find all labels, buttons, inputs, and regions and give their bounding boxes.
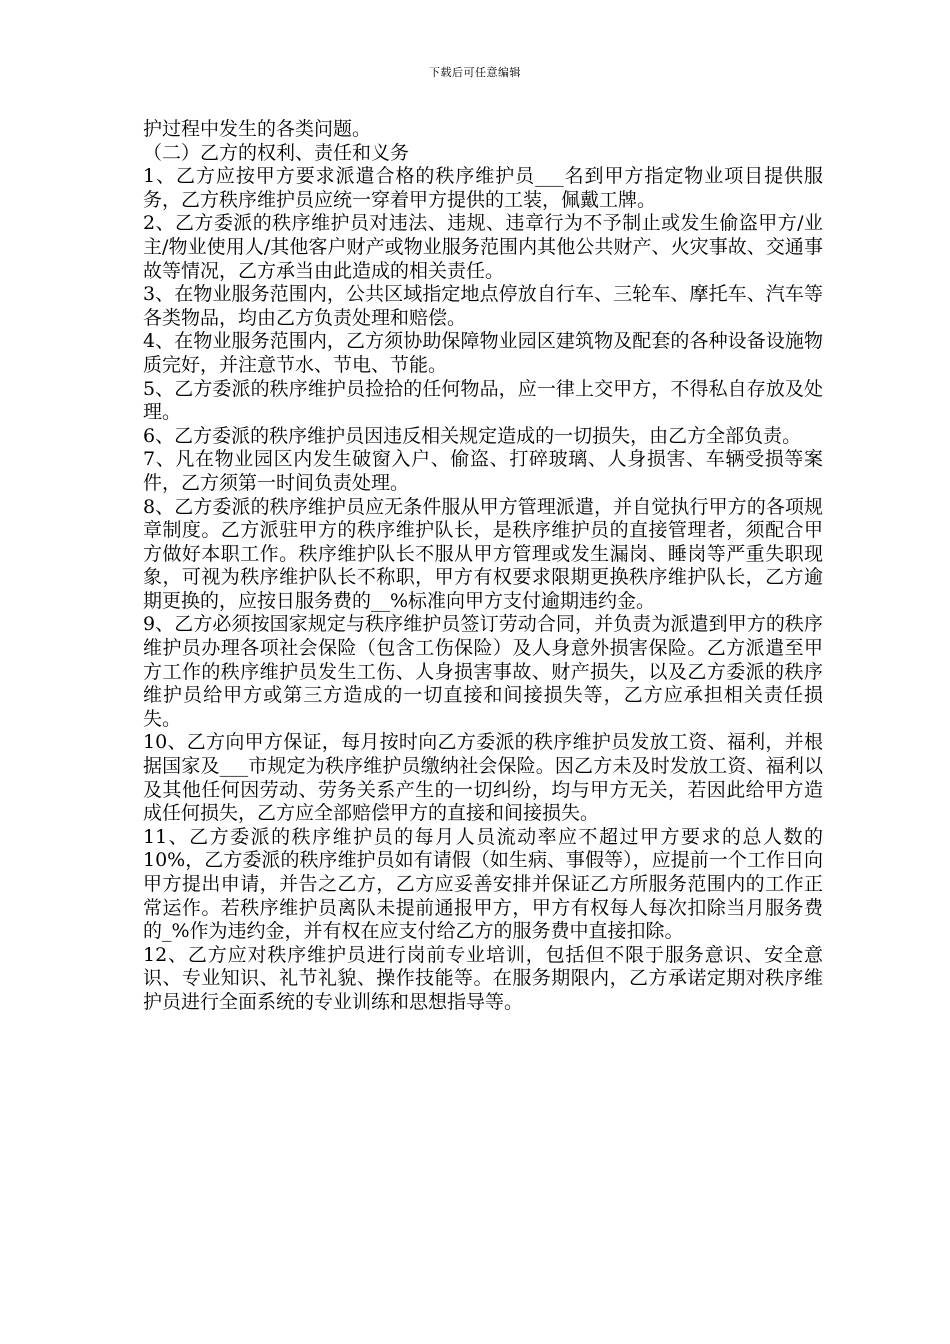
clause-12: 12、乙方应对秩序维护员进行岗前专业培训，包括但不限于服务意识、安全意识、专业知识、礼节礼貌、操作技能等。在服务期限内，乙方承诺定期对秩序维护员进行全面系统的专业训练和思想指导等。	[143, 943, 823, 1013]
paragraph: 护过程中发生的各类问题。	[143, 118, 372, 140]
clause-7: 7、凡在物业园区内发生破窗入户、偷盗、打碎玻璃、人身损害、车辆受损等案件，乙方须第一时间负责处理。	[143, 448, 823, 494]
clause-10: 10、乙方向甲方保证，每月按时向乙方委派的秩序维护员发放工资、福利，并根据国家及___市规定为秩序维护员缴纳社会保险。因乙方未及时发放工资、福利以及其他任何因劳动、劳务关系产生的一切纠纷，均与甲方无关，若因此给甲方造成任何损失，乙方应全部赔偿甲方的直接和间接损失。	[143, 731, 823, 825]
clause-6: 6、乙方委派的秩序维护员因违反相关规定造成的一切损失，由乙方全部负责。	[143, 424, 802, 447]
page-header-note: 下载后可任意编辑	[429, 66, 521, 79]
clause-8: 8、乙方委派的秩序维护员应无条件服从甲方管理派遣，并自觉执行甲方的各项规章制度。乙方派驻甲方的秩序维护队长，是秩序维护员的直接管理者，须配合甲方做好本职工作。秩序维护队长不服从甲方管理或发生漏岗、睡岗等严重失职现象，可视为秩序维护队长不称职，甲方有权要求限期更换秩序维护队长，乙方逾期更换的，应按日服务费的__%标准向甲方支付逾期违约金。	[143, 495, 823, 612]
clause-9: 9、乙方必须按国家规定与秩序维护员签订劳动合同，并负责为派遣到甲方的秩序维护员办理各项社会保险（包含工伤保险）及人身意外损害保险。乙方派遣至甲方工作的秩序维护员发生工伤、人身损害事故、财产损失，以及乙方委派的秩序维护员给甲方或第三方造成的一切直接和间接损失等，乙方应承担相关责任损失。	[143, 613, 823, 730]
clause-5: 5、乙方委派的秩序维护员捡拾的任何物品，应一律上交甲方，不得私自存放及处理。	[143, 377, 823, 424]
clause-2: 2、乙方委派的秩序维护员对违法、违规、违章行为不予制止或发生偷盗甲方/业主/物业使用人/其他客户财产或物业服务范围内其他公共财产、火灾事故、交通事故等情况，乙方承当由此造成的相关责任。	[143, 212, 823, 282]
clause-1: 1、乙方应按甲方要求派遣合格的秩序维护员___名到甲方指定物业项目提供服务，乙方秩序维护员应统一穿着甲方提供的工装，佩戴工牌。	[143, 165, 823, 211]
document-body	[143, 118, 823, 1015]
clause-3: 3、在物业服务范围内，公共区域指定地点停放自行车、三轮车、摩托车、汽车等各类物品，均由乙方负责处理和赔偿。	[143, 283, 823, 329]
section-heading: （二）乙方的权利、责任和义务	[143, 141, 410, 164]
clause-11: 11、乙方委派的秩序维护员的每月人员流动率应不超过甲方要求的总人数的10%，乙方委派的秩序维护员如有请假（如生病、事假等），应提前一个工作日向甲方提出申请，并告之乙方，乙方应妥善安排并保证乙方所服务范围内的工作正常运作。若秩序维护员离队未提前通报甲方，甲方有权每人每次扣除当月服务费的_%作为违约金，并有权在应支付给乙方的服务费中直接扣除。	[143, 825, 823, 943]
clause-4: 4、在物业服务范围内，乙方须协助保障物业园区建筑物及配套的各种设备设施物质完好，并注意节水、节电、节能。	[143, 330, 823, 376]
